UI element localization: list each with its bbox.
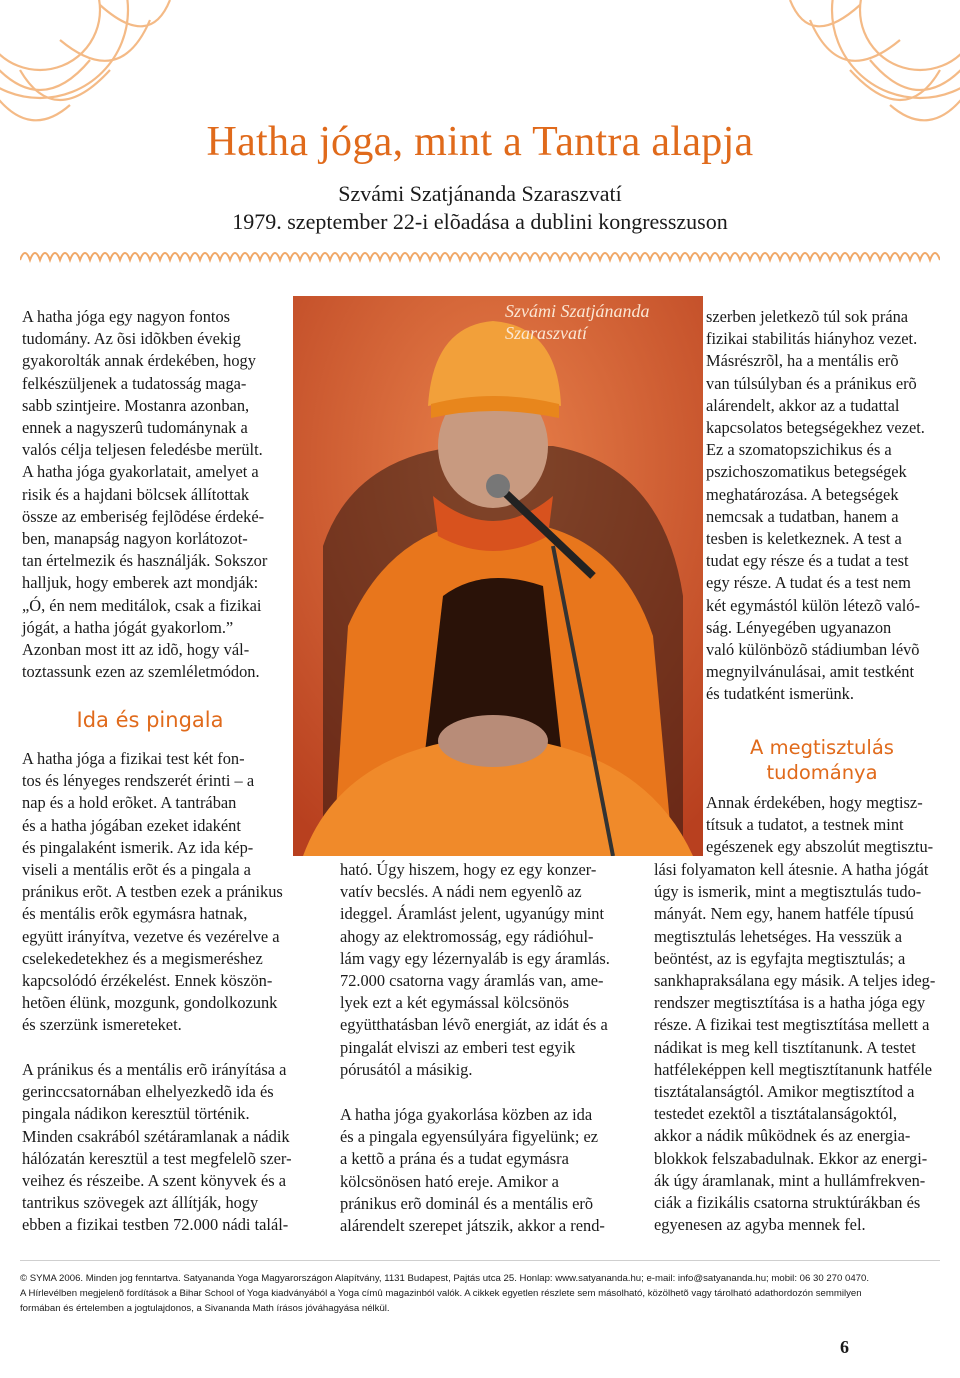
footer-line: formában és értelemben a jogtulajdonos, a Sivananda Math írásos jóváhagyása nélkül. — [20, 1303, 390, 1314]
text-line: veihez és részeibe. A szent könyvek és a — [22, 1171, 286, 1191]
text-line: viseli a mentális erõt és a pingala a — [22, 860, 251, 879]
text-line: alárendelt szerepet játszik, akkor a rend- — [340, 1216, 605, 1236]
text-line: A hatha jóga gyakorlatait, amelyet a — [22, 462, 259, 482]
column-3-para1 — [706, 306, 938, 706]
text-line: toztassunk ezen az szemléletmódon. — [22, 662, 260, 682]
column-3-para2-wide — [654, 859, 938, 1236]
text-line: együtt irányítva, vezetve és vezérelve a — [22, 926, 280, 946]
text-line: nap és a hold erõket. A tantrában — [22, 793, 237, 813]
text-line: pránikus erõt. A testben ezek a pránikus — [22, 882, 283, 902]
section-heading-purification — [706, 735, 938, 785]
text-line: két egymástól külön létezõ való- — [706, 595, 920, 615]
text-line: beöntést, az is egyfajta megtisztulás; a — [654, 948, 906, 968]
column-1-para2 — [22, 748, 278, 859]
footer-copyright — [20, 1271, 950, 1316]
text-line: pingala nádikon keresztül történik. — [22, 1104, 250, 1124]
text-line: pránikus erõ dominál és a mentális erõ — [340, 1193, 594, 1213]
text-line: A hatha jóga a fizikai test két fon- — [22, 749, 245, 768]
text-line: és a pingala egyensúlyára figyelünk; ez — [340, 1127, 599, 1147]
text-line: megnyilvánulásai, amit testként — [706, 662, 915, 682]
page-number: 6 — [840, 1337, 849, 1357]
text-line: ság. Lényegében ugyanazon — [706, 617, 892, 637]
text-line: ebben a fizikai testben 72.000 nádi talál- — [22, 1215, 289, 1235]
text-line: jógát, a hatha jógát gyakorlom.” — [22, 617, 234, 637]
text-line: vatív becslés. A nádi nem egyenlõ az — [340, 882, 582, 902]
text-line: nádikat is meg kell tisztítanunk. A testet — [654, 1037, 916, 1057]
text-line: Minden csakrából szétáramlanak a nádik — [22, 1126, 290, 1146]
text-line: tantrikus szövegek azt állítják, hogy — [22, 1193, 259, 1213]
text-line: van túlsúlyban és a pránikus erõ — [706, 373, 917, 393]
text-line: lási folyamaton kell átesnie. A hatha jógát — [654, 860, 929, 879]
text-line: risik és a hajdani bölcsek állítottak — [22, 484, 250, 504]
text-line: egy része. A tudat és a test nem — [706, 573, 911, 593]
text-line: gyakorolták annak érdekében, hogy — [22, 351, 256, 371]
footer-line: © SYMA 2006. Minden jog fenntartva. Satyananda Yoga Magyarországon Alapítvány, 1131 Budapest, Pajtás utca 25. Honlap: www.satyananda.hu; e-mail: info@satyananda.hu; mobil: 06 30 270 0470. — [20, 1273, 869, 1284]
text-line: megtisztulás lehetséges. Ha vesszük a — [654, 926, 903, 946]
text-line: fizikai stabilitás hiányhoz vezet. — [706, 329, 918, 349]
heading-line-1: A megtisztulás — [750, 736, 894, 759]
text-line: együtthatásban lévõ energiát, az idát és a — [340, 1015, 608, 1035]
text-line: ahogy az elektromosság, egy rádióhul- — [340, 926, 594, 946]
text-line: meghatározása. A betegségek — [706, 484, 899, 504]
text-line: hálózatán keresztül a test megfelelõ szer- — [22, 1148, 292, 1168]
page-subtitle — [0, 180, 960, 236]
column-1-para3 — [22, 1059, 307, 1237]
text-line: „Ó, én nem meditálok, csak a fizikai — [22, 595, 262, 615]
text-line: cselekedetekhez és a megismeréshez — [22, 948, 263, 968]
text-line: alárendelt, akkor az a tudattal — [706, 395, 900, 415]
text-line: ák úgy áramlanak, mint a hullámfrekven- — [654, 1170, 926, 1190]
text-line: kapcsolatos betegségekhez vezet. — [706, 418, 925, 438]
text-line: egészenek egy abszolút megtisztu- — [706, 837, 934, 857]
text-line: ideggel. Áramlást jelent, ugyanúgy mint — [340, 904, 605, 924]
text-line: össze az emberiség fejlõdése érdeké- — [22, 506, 265, 526]
text-line: és szerzünk ismereteket. — [22, 1015, 182, 1035]
text-line: ben, manapság nagyon korlátozot- — [22, 529, 248, 549]
portrait-photo — [293, 296, 703, 856]
footer-divider — [20, 1260, 940, 1261]
text-line: rendszer megtisztítása is a hatha jóga egy — [654, 993, 926, 1013]
text-line: tisztátalanságtól. Amikor megtisztítod a — [654, 1082, 915, 1102]
text-line: tan értelmezik és használják. Sokszor — [22, 551, 268, 571]
text-line: lám vagy egy lézernyaláb is egy áramlás. — [340, 948, 610, 968]
text-line: 72.000 csatorna vagy áramlás van, ame- — [340, 971, 604, 991]
subtitle-author: Szvámi Szatjánanda Szaraszvatí — [338, 181, 622, 206]
text-line: a kettõ a prána és a tudat egymásra — [340, 1149, 569, 1169]
text-line: testedet ezektõl a tisztátalanságoktól, — [654, 1104, 898, 1124]
column-1-intro — [22, 306, 278, 683]
text-line: felkészüljenek a tudatosság maga- — [22, 373, 247, 393]
column-3-para2-narrow — [706, 792, 938, 859]
text-line: pórusától a másikig. — [340, 1059, 473, 1079]
heading-line-2: tudománya — [766, 761, 878, 784]
text-line: kölcsönösen ható ereje. Amikor a — [340, 1171, 559, 1191]
text-line: egyenesen az agyba mennek fel. — [654, 1215, 866, 1235]
text-line: A pránikus és a mentális erõ irányítása a — [22, 1060, 287, 1079]
text-line: szerben jeletkezõ túl sok prána — [706, 307, 909, 326]
text-line: Azonban most itt az idõ, hogy vál- — [22, 640, 250, 660]
text-line: és tudatként ismerünk. — [706, 684, 854, 704]
text-line: úgy is ismerik, mint a megtisztulás tudo- — [654, 882, 922, 902]
text-line: A hatha jóga egy nagyon fontos — [22, 307, 231, 326]
section-heading-ida-pingala: Ida és pingala — [76, 708, 224, 732]
text-line: és pingalaként ismerik. Az ida kép- — [22, 837, 254, 857]
text-line: gerinccsatornában elhelyezkedõ ida és — [22, 1082, 274, 1102]
text-line: tesben is keletkeznek. A test a — [706, 529, 902, 549]
page-title: Hatha jóga, mint a Tantra alapja — [206, 119, 754, 165]
text-line: tudat egy része és a tudat a test — [706, 551, 909, 571]
text-line: pszichoszomatikus betegségek — [706, 462, 907, 482]
text-line: ciák a fizikális csatorna struktúrákban és — [654, 1193, 921, 1213]
text-line: Másrészrõl, ha a mentális erõ — [706, 351, 899, 371]
text-line: hetõen élünk, mozgunk, gondolkozunk — [22, 993, 278, 1013]
text-line: való különbözõ stádiumban lévõ — [706, 640, 920, 660]
text-line: blokkok felszabadulnak. Ekkor az energi- — [654, 1148, 928, 1168]
column-1-para2-wide — [22, 859, 307, 1037]
text-line: és a hatha jógában ezeket idaként — [22, 815, 241, 835]
decorative-wave-divider — [20, 244, 940, 266]
column-2-para2 — [340, 1104, 623, 1237]
text-line: tudomány. Az õsi idõkben évekig — [22, 329, 241, 349]
text-line: títsuk a tudatot, a testnek mint — [706, 815, 904, 835]
text-line: pingalát elviszi az emberi test egyik — [340, 1037, 576, 1057]
text-line: ennek a nagyszerû tudománynak a — [22, 418, 248, 438]
text-line: lyek ezt a két egymással kölcsönös — [340, 993, 569, 1013]
text-line: Annak érdekében, hogy megtisz- — [706, 793, 923, 812]
text-line: része. A fizikai test megtisztítása mellett a — [654, 1015, 930, 1035]
text-line: akkor a nádik mûködnek és az energia- — [654, 1126, 911, 1146]
caption-line-1: Szvámi Szatjánanda — [505, 301, 650, 321]
column-2-para1 — [340, 859, 623, 1081]
text-line: sankhapraksálana egy másik. A teljes ideg- — [654, 971, 936, 991]
subtitle-event: 1979. szeptember 22-i elõadása a dublini kongresszuson — [232, 209, 728, 234]
text-line: hatféleképpen kell megtisztítanunk hatféle — [654, 1059, 933, 1079]
text-line: ható. Úgy hiszem, hogy ez egy konzer- — [340, 860, 597, 879]
text-line: mányát. Nem egy, hanem hatféle típusú — [654, 904, 914, 924]
text-line: tos és lényeges rendszerét érinti – a — [22, 771, 255, 791]
text-line: sabb szintjeire. Mostanra azonban, — [22, 395, 250, 415]
photo-caption — [505, 300, 705, 344]
text-line: valós célja teljesen feledésbe merült. — [22, 440, 263, 460]
caption-line-2: Szaraszvatí — [505, 323, 588, 343]
text-line: halljuk, hogy emberek azt mondják: — [22, 573, 259, 593]
text-line: Ez a szomatopszichikus és a — [706, 440, 892, 460]
text-line: és mentális erõk egymásra hatnak, — [22, 904, 248, 924]
text-line: nemcsak a tudatban, hanem a — [706, 506, 899, 526]
text-line: kapcsolódó érzékelést. Ennek köszön- — [22, 971, 273, 991]
text-line: A hatha jóga gyakorlása közben az ida — [340, 1105, 593, 1124]
footer-line: A Hírlevélben megjelenõ fordítások a Bihar School of Yoga kiadványából a Yoga címû magazinból valók. A cikkek egyetlen részlete sem másolható, közölhetõ vagy tárolható adathordozón semmilyen — [20, 1288, 862, 1299]
